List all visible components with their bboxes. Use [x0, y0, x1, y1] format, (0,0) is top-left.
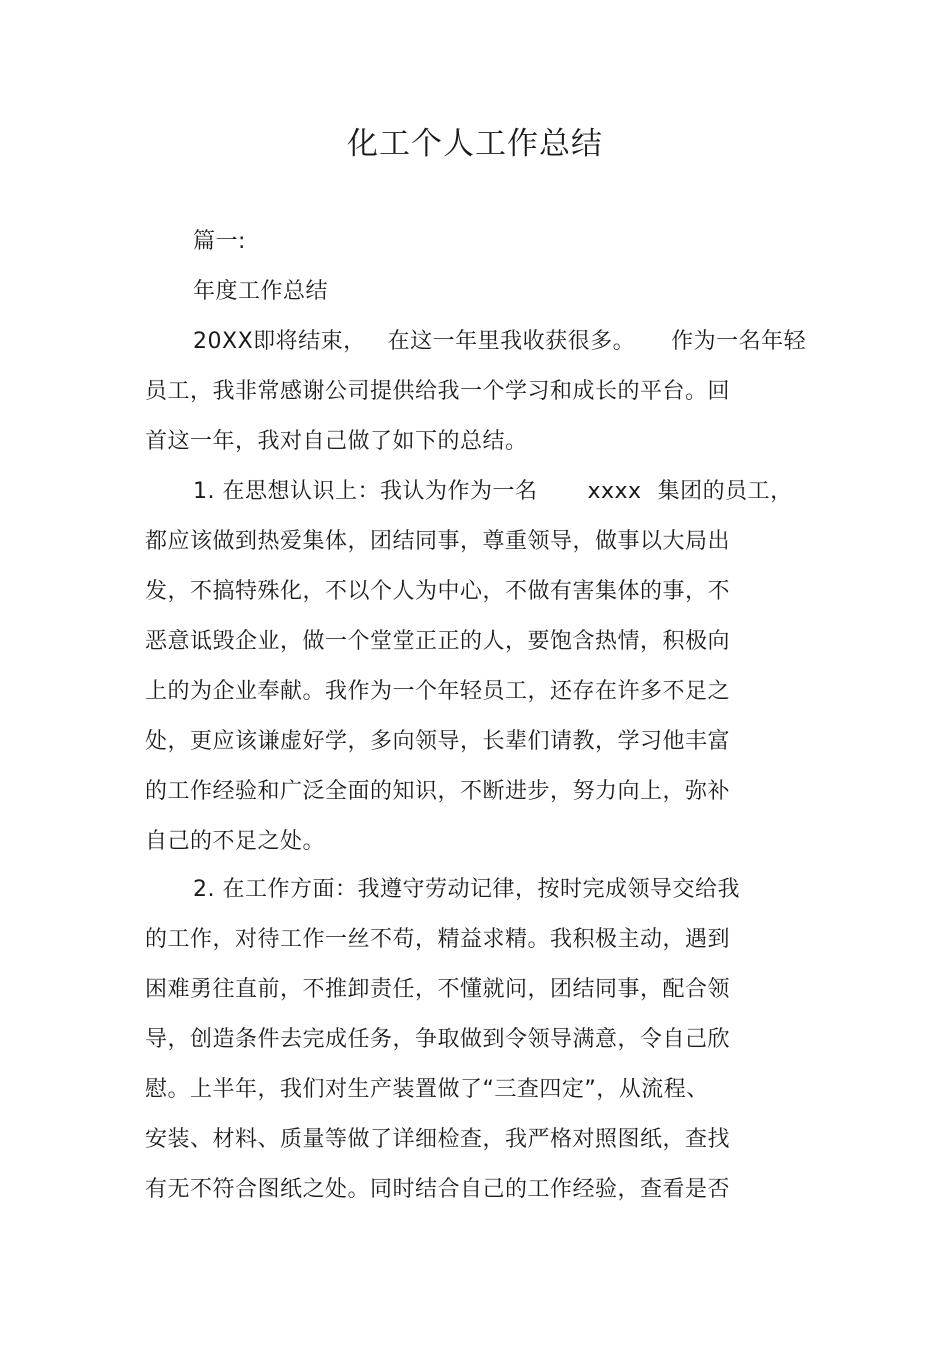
- paragraph-line: 困难勇往直前，不推卸责任，不懂就问，团结同事，配合领: [145, 977, 731, 1002]
- paragraph-line: 安装、材料、质量等做了详细检查，我严格对照图纸，查找: [145, 1127, 731, 1152]
- section-heading: 篇一:: [193, 229, 246, 254]
- document-title: 化工个人工作总结: [347, 126, 603, 162]
- paragraph-line: 的工作，对待工作一丝不苟，精益求精。我积极主动，遇到: [145, 927, 731, 952]
- subsection-heading: 年度工作总结: [193, 279, 329, 304]
- paragraph-line: 导，创造条件去完成任务，争取做到令领导满意，令自己欣: [145, 1027, 731, 1052]
- paragraph-line: 慰。上半年，我们对生产装置做了“三查四定”，从流程、: [145, 1077, 709, 1102]
- paragraph-line: 自己的不足之处。: [145, 829, 326, 854]
- text-segment: 20XX即将结束，: [193, 329, 366, 354]
- text-segment: 集团的员工，: [657, 479, 793, 504]
- paragraph-line: 有无不符合图纸之处。同时结合自己的工作经验，查看是否: [145, 1177, 731, 1202]
- paragraph-line: 发，不搞特殊化，不以个人为中心，不做有害集体的事，不: [145, 579, 731, 604]
- paragraph-line: 的工作经验和广泛全面的知识，不断进步，努力向上，弥补: [145, 779, 731, 804]
- paragraph-line: [193, 477, 793, 507]
- paragraph-line: 2. 在工作方面：我遵守劳动记律，按时完成领导交给我: [193, 877, 740, 902]
- text-segment: 作为一名年轻: [671, 329, 807, 354]
- text-segment: xxxx: [587, 479, 642, 504]
- paragraph-line: 员工，我非常感谢公司提供给我一个学习和成长的平台。回: [145, 379, 731, 404]
- text-segment: 在这一年里我收获很多。: [387, 329, 636, 354]
- paragraph-line: 首这一年，我对自己做了如下的总结。: [145, 429, 528, 454]
- paragraph-line: 恶意诋毁企业，做一个堂堂正正的人，要饱含热情，积极向: [145, 629, 731, 654]
- paragraph-line: 处，更应该谦虚好学，多向领导，长辈们请教，学习他丰富: [145, 729, 731, 754]
- paragraph-line: 都应该做到热爱集体，团结同事，尊重领导，做事以大局出: [145, 529, 731, 554]
- paragraph-line: 上的为企业奉献。我作为一个年轻员工，还存在许多不足之: [145, 679, 731, 704]
- paragraph-line: [193, 327, 806, 357]
- text-segment: 1. 在思想认识上：我认为作为一名: [193, 479, 538, 504]
